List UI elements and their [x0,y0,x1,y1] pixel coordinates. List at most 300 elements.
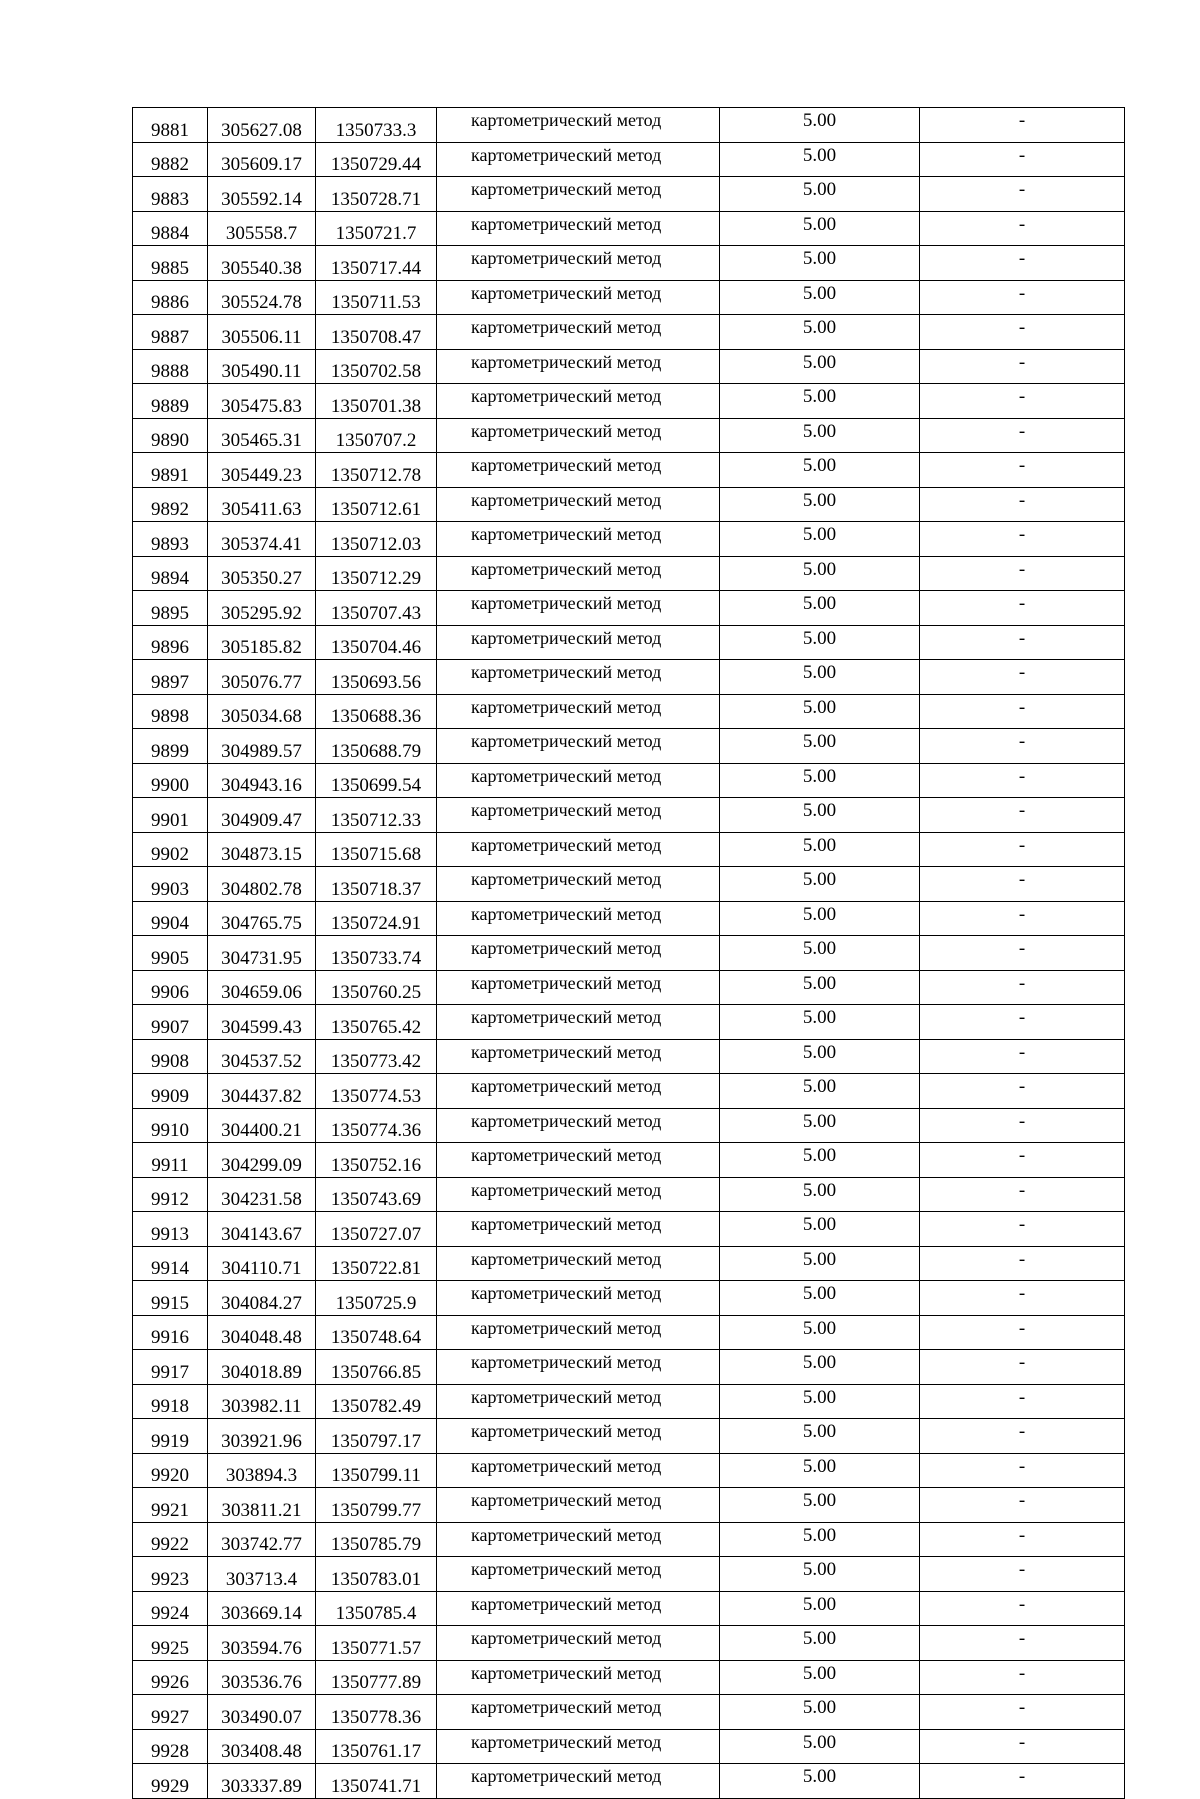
y-coordinate-cell: 1350785.4 [316,1591,437,1626]
method-cell: картометрический метод [437,1557,720,1592]
point-number-cell: 9917 [133,1350,208,1385]
accuracy-cell: 5.00 [720,1039,920,1074]
accuracy-cell: 5.00 [720,418,920,453]
y-coordinate-cell: 1350765.42 [316,1005,437,1040]
method-cell: картометрический метод [437,1591,720,1626]
y-coordinate-cell: 1350743.69 [316,1177,437,1212]
point-number-cell: 9894 [133,556,208,591]
method-cell: картометрический метод [437,1419,720,1454]
x-coordinate-cell: 305475.83 [208,384,316,419]
note-cell: - [920,763,1125,798]
note-cell: - [920,1246,1125,1281]
table-row [133,970,1125,1005]
note-cell: - [920,1350,1125,1385]
point-number-cell: 9889 [133,384,208,419]
note-cell: - [920,694,1125,729]
accuracy-cell: 5.00 [720,246,920,281]
x-coordinate-cell: 303921.96 [208,1419,316,1454]
accuracy-cell: 5.00 [720,970,920,1005]
method-cell: картометрический метод [437,108,720,143]
x-coordinate-cell: 304731.95 [208,936,316,971]
note-cell: - [920,1315,1125,1350]
accuracy-cell: 5.00 [720,591,920,626]
table-row [133,1108,1125,1143]
point-number-cell: 9900 [133,763,208,798]
note-cell: - [920,349,1125,384]
x-coordinate-cell: 305558.7 [208,211,316,246]
y-coordinate-cell: 1350704.46 [316,625,437,660]
point-number-cell: 9882 [133,142,208,177]
note-cell: - [920,522,1125,557]
table-row [133,1522,1125,1557]
method-cell: картометрический метод [437,1729,720,1764]
note-cell: - [920,1419,1125,1454]
x-coordinate-cell: 305185.82 [208,625,316,660]
y-coordinate-cell: 1350727.07 [316,1212,437,1247]
note-cell: - [920,211,1125,246]
accuracy-cell: 5.00 [720,280,920,315]
point-number-cell: 9883 [133,177,208,212]
point-number-cell: 9907 [133,1005,208,1040]
x-coordinate-cell: 303490.07 [208,1695,316,1730]
x-coordinate-cell: 303594.76 [208,1626,316,1661]
x-coordinate-cell: 303536.76 [208,1660,316,1695]
table-row [133,591,1125,626]
method-cell: картометрический метод [437,1039,720,1074]
note-cell: - [920,1488,1125,1523]
y-coordinate-cell: 1350752.16 [316,1143,437,1178]
accuracy-cell: 5.00 [720,349,920,384]
method-cell: картометрический метод [437,832,720,867]
accuracy-cell: 5.00 [720,1522,920,1557]
note-cell: - [920,487,1125,522]
accuracy-cell: 5.00 [720,522,920,557]
point-number-cell: 9890 [133,418,208,453]
table-row [133,1212,1125,1247]
x-coordinate-cell: 304909.47 [208,798,316,833]
table-row [133,177,1125,212]
table-row [133,798,1125,833]
accuracy-cell: 5.00 [720,901,920,936]
method-cell: картометрический метод [437,556,720,591]
point-number-cell: 9924 [133,1591,208,1626]
note-cell: - [920,936,1125,971]
note-cell: - [920,418,1125,453]
x-coordinate-cell: 303894.3 [208,1453,316,1488]
note-cell: - [920,1695,1125,1730]
table-row [133,349,1125,384]
point-number-cell: 9913 [133,1212,208,1247]
table-row [133,246,1125,281]
table-row [133,763,1125,798]
point-number-cell: 9915 [133,1281,208,1316]
accuracy-cell: 5.00 [720,211,920,246]
accuracy-cell: 5.00 [720,1695,920,1730]
table-row [133,1074,1125,1109]
method-cell: картометрический метод [437,315,720,350]
method-cell: картометрический метод [437,1764,720,1799]
note-cell: - [920,1453,1125,1488]
point-number-cell: 9886 [133,280,208,315]
x-coordinate-cell: 305449.23 [208,453,316,488]
accuracy-cell: 5.00 [720,832,920,867]
method-cell: картометрический метод [437,1246,720,1281]
accuracy-cell: 5.00 [720,1660,920,1695]
table-row [133,522,1125,557]
y-coordinate-cell: 1350729.44 [316,142,437,177]
method-cell: картометрический метод [437,1695,720,1730]
accuracy-cell: 5.00 [720,1246,920,1281]
point-number-cell: 9888 [133,349,208,384]
point-number-cell: 9923 [133,1557,208,1592]
point-number-cell: 9927 [133,1695,208,1730]
y-coordinate-cell: 1350707.43 [316,591,437,626]
point-number-cell: 9905 [133,936,208,971]
method-cell: картометрический метод [437,453,720,488]
accuracy-cell: 5.00 [720,1626,920,1661]
point-number-cell: 9916 [133,1315,208,1350]
table-row [133,142,1125,177]
table-row [133,453,1125,488]
x-coordinate-cell: 305540.38 [208,246,316,281]
y-coordinate-cell: 1350722.81 [316,1246,437,1281]
method-cell: картометрический метод [437,349,720,384]
method-cell: картометрический метод [437,867,720,902]
table-row [133,694,1125,729]
point-number-cell: 9899 [133,729,208,764]
x-coordinate-cell: 303337.89 [208,1764,316,1799]
method-cell: картометрический метод [437,487,720,522]
accuracy-cell: 5.00 [720,867,920,902]
y-coordinate-cell: 1350728.71 [316,177,437,212]
accuracy-cell: 5.00 [720,1177,920,1212]
accuracy-cell: 5.00 [720,1764,920,1799]
y-coordinate-cell: 1350712.03 [316,522,437,557]
accuracy-cell: 5.00 [720,1591,920,1626]
x-coordinate-cell: 303669.14 [208,1591,316,1626]
y-coordinate-cell: 1350760.25 [316,970,437,1005]
x-coordinate-cell: 304659.06 [208,970,316,1005]
y-coordinate-cell: 1350771.57 [316,1626,437,1661]
note-cell: - [920,280,1125,315]
table-row [133,901,1125,936]
method-cell: картометрический метод [437,660,720,695]
x-coordinate-cell: 304989.57 [208,729,316,764]
table-row [133,280,1125,315]
accuracy-cell: 5.00 [720,315,920,350]
table-row [133,487,1125,522]
x-coordinate-cell: 304537.52 [208,1039,316,1074]
table-row [133,1557,1125,1592]
accuracy-cell: 5.00 [720,660,920,695]
accuracy-cell: 5.00 [720,108,920,143]
coordinates-table [132,107,1125,1799]
y-coordinate-cell: 1350777.89 [316,1660,437,1695]
table-row [133,1005,1125,1040]
method-cell: картометрический метод [437,1660,720,1695]
accuracy-cell: 5.00 [720,142,920,177]
y-coordinate-cell: 1350799.77 [316,1488,437,1523]
note-cell: - [920,660,1125,695]
y-coordinate-cell: 1350774.53 [316,1074,437,1109]
x-coordinate-cell: 304943.16 [208,763,316,798]
table-row [133,1143,1125,1178]
method-cell: картометрический метод [437,625,720,660]
accuracy-cell: 5.00 [720,1212,920,1247]
x-coordinate-cell: 305506.11 [208,315,316,350]
y-coordinate-cell: 1350733.3 [316,108,437,143]
y-coordinate-cell: 1350708.47 [316,315,437,350]
note-cell: - [920,867,1125,902]
note-cell: - [920,1764,1125,1799]
table-row [133,1729,1125,1764]
table-row [133,1660,1125,1695]
method-cell: картометрический метод [437,729,720,764]
y-coordinate-cell: 1350797.17 [316,1419,437,1454]
table-row [133,625,1125,660]
accuracy-cell: 5.00 [720,1108,920,1143]
note-cell: - [920,142,1125,177]
x-coordinate-cell: 304437.82 [208,1074,316,1109]
note-cell: - [920,798,1125,833]
method-cell: картометрический метод [437,1108,720,1143]
method-cell: картометрический метод [437,177,720,212]
note-cell: - [920,1729,1125,1764]
accuracy-cell: 5.00 [720,763,920,798]
table-row [133,1039,1125,1074]
note-cell: - [920,1626,1125,1661]
method-cell: картометрический метод [437,591,720,626]
table-row [133,1384,1125,1419]
y-coordinate-cell: 1350761.17 [316,1729,437,1764]
y-coordinate-cell: 1350748.64 [316,1315,437,1350]
point-number-cell: 9892 [133,487,208,522]
table-row [133,1177,1125,1212]
method-cell: картометрический метод [437,1626,720,1661]
x-coordinate-cell: 304599.43 [208,1005,316,1040]
x-coordinate-cell: 303982.11 [208,1384,316,1419]
accuracy-cell: 5.00 [720,1557,920,1592]
point-number-cell: 9887 [133,315,208,350]
point-number-cell: 9910 [133,1108,208,1143]
note-cell: - [920,1074,1125,1109]
y-coordinate-cell: 1350693.56 [316,660,437,695]
table-row [133,729,1125,764]
accuracy-cell: 5.00 [720,1143,920,1178]
y-coordinate-cell: 1350773.42 [316,1039,437,1074]
y-coordinate-cell: 1350766.85 [316,1350,437,1385]
point-number-cell: 9884 [133,211,208,246]
note-cell: - [920,108,1125,143]
point-number-cell: 9901 [133,798,208,833]
y-coordinate-cell: 1350699.54 [316,763,437,798]
method-cell: картометрический метод [437,1074,720,1109]
y-coordinate-cell: 1350715.68 [316,832,437,867]
x-coordinate-cell: 304048.48 [208,1315,316,1350]
note-cell: - [920,556,1125,591]
table-row [133,1591,1125,1626]
note-cell: - [920,1591,1125,1626]
point-number-cell: 9895 [133,591,208,626]
method-cell: картометрический метод [437,1315,720,1350]
method-cell: картометрический метод [437,1384,720,1419]
y-coordinate-cell: 1350782.49 [316,1384,437,1419]
table-row [133,1419,1125,1454]
point-number-cell: 9893 [133,522,208,557]
method-cell: картометрический метод [437,1281,720,1316]
table-row [133,556,1125,591]
point-number-cell: 9891 [133,453,208,488]
method-cell: картометрический метод [437,522,720,557]
table-row [133,418,1125,453]
point-number-cell: 9921 [133,1488,208,1523]
note-cell: - [920,1281,1125,1316]
x-coordinate-cell: 304084.27 [208,1281,316,1316]
y-coordinate-cell: 1350712.33 [316,798,437,833]
method-cell: картометрический метод [437,763,720,798]
note-cell: - [920,1039,1125,1074]
x-coordinate-cell: 305374.41 [208,522,316,557]
y-coordinate-cell: 1350733.74 [316,936,437,971]
note-cell: - [920,1557,1125,1592]
accuracy-cell: 5.00 [720,556,920,591]
y-coordinate-cell: 1350707.2 [316,418,437,453]
y-coordinate-cell: 1350721.7 [316,211,437,246]
method-cell: картометрический метод [437,211,720,246]
table-row [133,1488,1125,1523]
x-coordinate-cell: 305411.63 [208,487,316,522]
y-coordinate-cell: 1350712.78 [316,453,437,488]
point-number-cell: 9909 [133,1074,208,1109]
method-cell: картометрический метод [437,142,720,177]
table-row [133,1315,1125,1350]
table-row [133,832,1125,867]
point-number-cell: 9898 [133,694,208,729]
point-number-cell: 9897 [133,660,208,695]
table-row [133,867,1125,902]
point-number-cell: 9919 [133,1419,208,1454]
point-number-cell: 9918 [133,1384,208,1419]
table-row [133,315,1125,350]
accuracy-cell: 5.00 [720,625,920,660]
note-cell: - [920,625,1125,660]
accuracy-cell: 5.00 [720,798,920,833]
point-number-cell: 9928 [133,1729,208,1764]
method-cell: картометрический метод [437,1350,720,1385]
y-coordinate-cell: 1350724.91 [316,901,437,936]
point-number-cell: 9908 [133,1039,208,1074]
accuracy-cell: 5.00 [720,1074,920,1109]
x-coordinate-cell: 304143.67 [208,1212,316,1247]
x-coordinate-cell: 305350.27 [208,556,316,591]
point-number-cell: 9929 [133,1764,208,1799]
table-row [133,1281,1125,1316]
note-cell: - [920,1522,1125,1557]
y-coordinate-cell: 1350799.11 [316,1453,437,1488]
method-cell: картометрический метод [437,1177,720,1212]
method-cell: картометрический метод [437,1143,720,1178]
y-coordinate-cell: 1350741.71 [316,1764,437,1799]
method-cell: картометрический метод [437,694,720,729]
x-coordinate-cell: 305034.68 [208,694,316,729]
y-coordinate-cell: 1350778.36 [316,1695,437,1730]
accuracy-cell: 5.00 [720,729,920,764]
point-number-cell: 9926 [133,1660,208,1695]
method-cell: картометрический метод [437,1522,720,1557]
note-cell: - [920,729,1125,764]
method-cell: картометрический метод [437,901,720,936]
note-cell: - [920,901,1125,936]
x-coordinate-cell: 303408.48 [208,1729,316,1764]
method-cell: картометрический метод [437,970,720,1005]
note-cell: - [920,970,1125,1005]
y-coordinate-cell: 1350774.36 [316,1108,437,1143]
x-coordinate-cell: 304765.75 [208,901,316,936]
x-coordinate-cell: 305609.17 [208,142,316,177]
accuracy-cell: 5.00 [720,694,920,729]
point-number-cell: 9911 [133,1143,208,1178]
accuracy-cell: 5.00 [720,1488,920,1523]
method-cell: картометрический метод [437,936,720,971]
x-coordinate-cell: 305592.14 [208,177,316,212]
x-coordinate-cell: 304018.89 [208,1350,316,1385]
x-coordinate-cell: 304802.78 [208,867,316,902]
coordinates-table-body [133,108,1125,1799]
accuracy-cell: 5.00 [720,1315,920,1350]
y-coordinate-cell: 1350702.58 [316,349,437,384]
table-row [133,660,1125,695]
x-coordinate-cell: 305295.92 [208,591,316,626]
accuracy-cell: 5.00 [720,1350,920,1385]
y-coordinate-cell: 1350785.79 [316,1522,437,1557]
y-coordinate-cell: 1350717.44 [316,246,437,281]
x-coordinate-cell: 303811.21 [208,1488,316,1523]
y-coordinate-cell: 1350711.53 [316,280,437,315]
table-row [133,1626,1125,1661]
note-cell: - [920,1177,1125,1212]
method-cell: картометрический метод [437,798,720,833]
x-coordinate-cell: 305490.11 [208,349,316,384]
point-number-cell: 9885 [133,246,208,281]
y-coordinate-cell: 1350783.01 [316,1557,437,1592]
table-row [133,1246,1125,1281]
table-row [133,211,1125,246]
note-cell: - [920,1212,1125,1247]
y-coordinate-cell: 1350712.29 [316,556,437,591]
x-coordinate-cell: 305524.78 [208,280,316,315]
x-coordinate-cell: 304873.15 [208,832,316,867]
y-coordinate-cell: 1350712.61 [316,487,437,522]
table-row [133,936,1125,971]
x-coordinate-cell: 305465.31 [208,418,316,453]
note-cell: - [920,1108,1125,1143]
note-cell: - [920,1143,1125,1178]
note-cell: - [920,177,1125,212]
point-number-cell: 9896 [133,625,208,660]
table-row [133,1453,1125,1488]
y-coordinate-cell: 1350688.79 [316,729,437,764]
x-coordinate-cell: 303713.4 [208,1557,316,1592]
point-number-cell: 9912 [133,1177,208,1212]
method-cell: картометрический метод [437,280,720,315]
point-number-cell: 9902 [133,832,208,867]
accuracy-cell: 5.00 [720,1384,920,1419]
x-coordinate-cell: 305076.77 [208,660,316,695]
x-coordinate-cell: 304110.71 [208,1246,316,1281]
point-number-cell: 9920 [133,1453,208,1488]
accuracy-cell: 5.00 [720,1419,920,1454]
point-number-cell: 9925 [133,1626,208,1661]
